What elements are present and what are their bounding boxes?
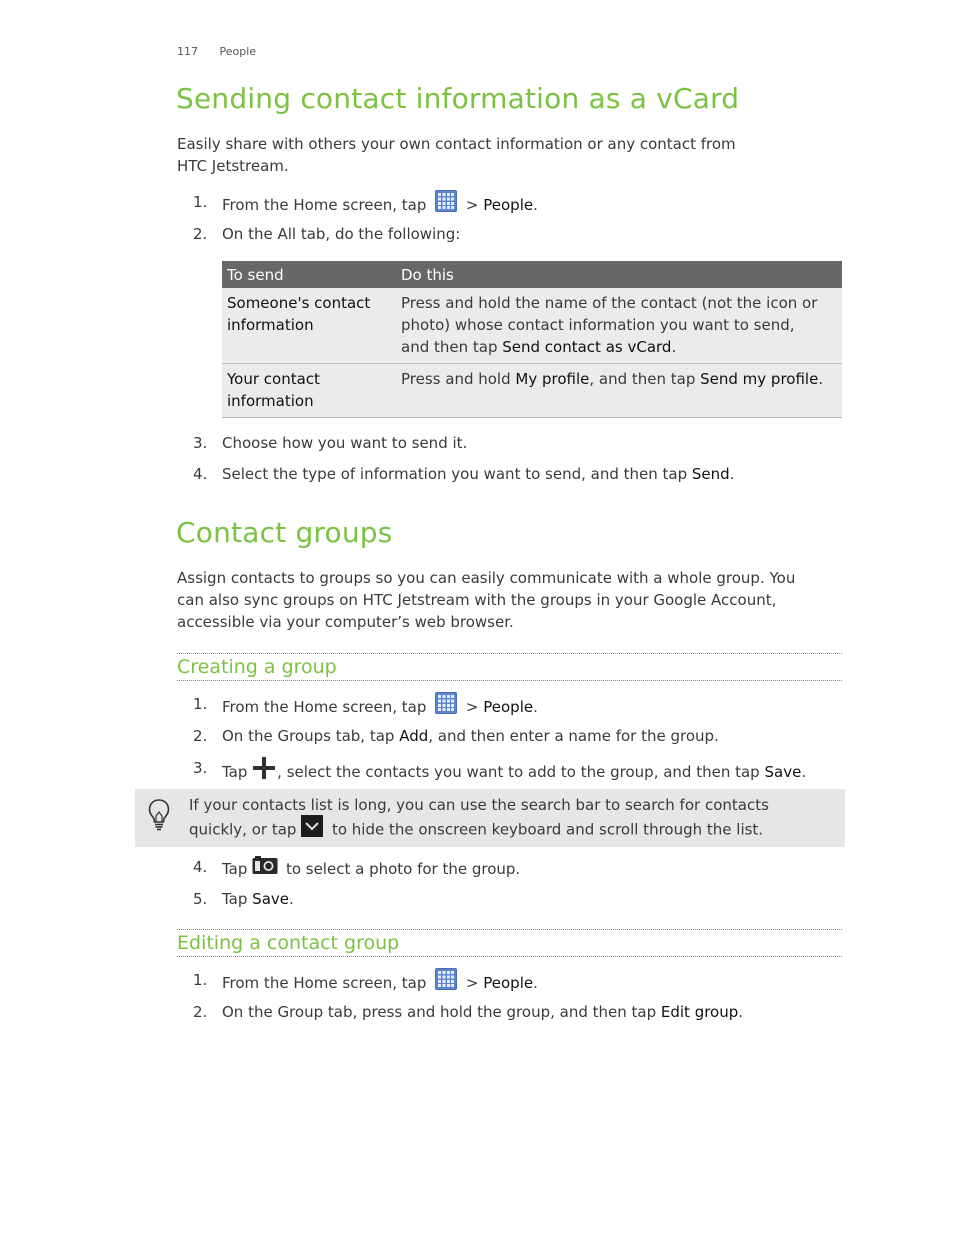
page-number: 117 <box>177 45 198 58</box>
page: 117 People Sending contact information as a vCard Easily share with others your own contact information or any contact from HTC Jetstream. 1. From the Home screen, tap > People. 2. On the All tab, do the following: To send Do this Someone's contact information Press and hold the name of the contact (not the icon or photo) whose contact information you want to send, and then tap Send contact as vCard. Your contact information Press and hold My profile, and then tap Send my profile. 3. Choose how you want to send it. 4. Select the type of information you want to send, and then tap Send. Contact groups Assign contacts to groups so you can easily communicate with a whole group. You can also sync groups on HTC Jetstream with the groups in your Google Account, accessible via your computer’s web browser. Creating a group 1. From the Home screen, tap > People. 2. On the Groups tab, tap Add, and then enter a name for the group. 3. Tap , select the contacts you want to add to the group, and then tap Save. If your contacts list is long, you can use the search bar to search for contacts quickly, or tap to hide the onscreen keyboard and scroll through the list. 4. Tap to select a photo for the group. 5. Tap Save. Editing a contact group 1. From the Home screen, tap > People. 2. On the Group tab, press and hold the group, and then tap Edit group. <box>0 0 954 1235</box>
creating-group-heading: Creating a group <box>177 653 842 681</box>
plus-icon <box>252 756 276 785</box>
chevron-down-icon <box>301 815 323 843</box>
table-row <box>222 364 842 418</box>
tip-box <box>135 789 845 847</box>
apps-grid-icon <box>435 692 457 719</box>
groups-section-title: Contact groups <box>176 516 393 549</box>
table-header-to-send: To send <box>222 261 396 288</box>
table-cell: Someone's contact information <box>222 288 396 364</box>
running-header <box>177 45 256 58</box>
camera-icon <box>252 855 278 880</box>
editing-group-heading: Editing a contact group <box>177 929 842 957</box>
lightbulb-icon <box>148 799 170 835</box>
table-row <box>222 288 842 364</box>
apps-grid-icon <box>435 190 457 217</box>
table-header-do-this: Do this <box>396 261 842 288</box>
apps-grid-icon <box>435 968 457 995</box>
table-cell: Press and hold My profile, and then tap Send my profile. <box>396 364 842 418</box>
people-ui-label: People <box>483 196 534 214</box>
section-name: People <box>219 45 257 58</box>
table-cell: Your contact information <box>222 364 396 418</box>
send-options-table <box>222 261 842 418</box>
table-cell: Press and hold the name of the contact (not the icon or photo) whose contact information you want to send, and then tap Send contact as vCard. <box>396 288 842 364</box>
vcard-section-title: Sending contact information as a vCard <box>176 82 740 115</box>
groups-intro: Assign contacts to groups so you can easily communicate with a whole group. You can also sync groups on HTC Jetstream with the groups in your Google Account, accessible via your computer’s web browser. <box>177 569 796 631</box>
tip-text: If your contacts list is long, you can use the search bar to search for contacts quickly, or tap to hide the onscreen keyboard and scroll through the list. <box>189 795 829 844</box>
vcard-intro: Easily share with others your own contact information or any contact from HTC Jetstream. <box>177 135 736 175</box>
